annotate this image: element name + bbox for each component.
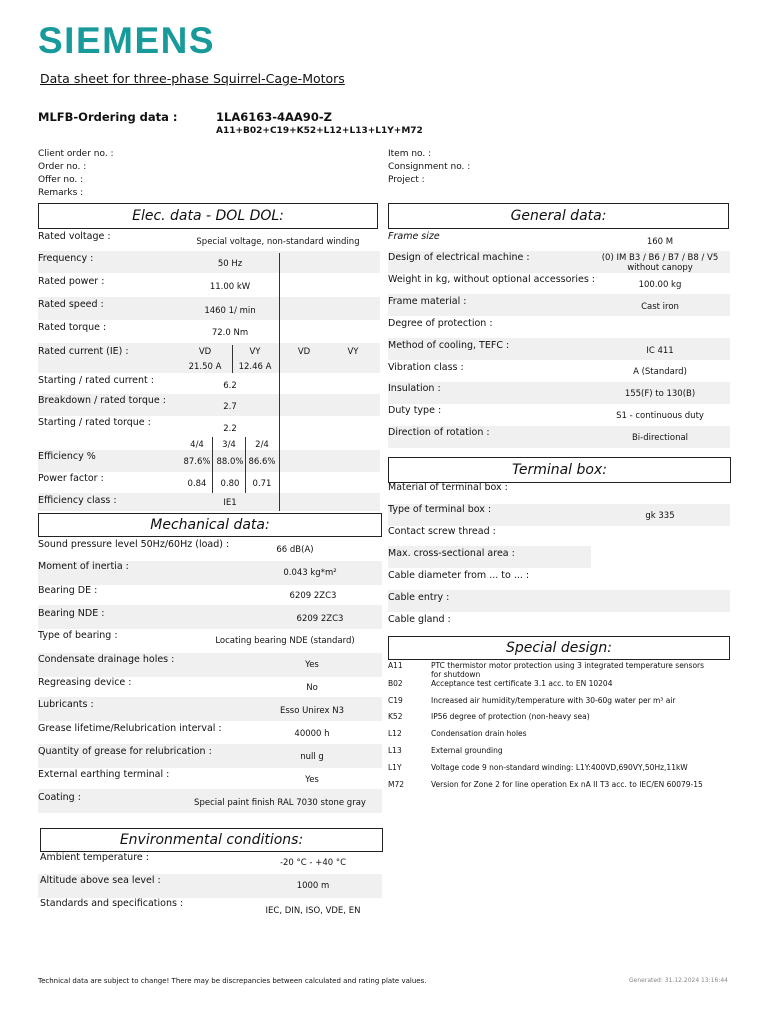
efficiency-2-4: 86.6% <box>248 457 276 467</box>
sound-pressure-label: Sound pressure level 50Hz/60Hz (load) : <box>38 539 230 550</box>
rated-current-label: Rated current (IE) : <box>38 346 129 357</box>
special-code: A11 <box>388 661 403 670</box>
weight-value: 100.00 kg <box>638 280 682 290</box>
order-no-label: Order no. : <box>38 162 87 172</box>
mechanical-data-heading: Mechanical data: <box>38 513 382 537</box>
terminal-type-label: Type of terminal box : <box>388 504 492 515</box>
earthing-value: Yes <box>305 775 319 785</box>
current-header-vd: VD <box>198 347 212 357</box>
cooling-label: Method of cooling, TEFC : <box>388 340 510 351</box>
rated-power-value: 11.00 kW <box>209 282 251 292</box>
cable-diameter-label: Cable diameter from ... to ... : <box>388 570 530 581</box>
vibration-value: A (Standard) <box>633 367 687 377</box>
special-text: Increased air humidity/temperature with 30-60g water per m³ air <box>431 696 676 705</box>
bearing-de-value: 6209 2ZC3 <box>289 591 337 601</box>
regreasing-value: No <box>306 683 318 693</box>
cooling-value: IC 411 <box>646 346 674 356</box>
power-factor-3-4: 0.80 <box>220 479 240 489</box>
current-header-vy-2: VY <box>347 347 359 357</box>
bearing-nde-value: 6209 2ZC3 <box>296 614 344 624</box>
column-divider <box>212 437 213 493</box>
grease-quantity-label: Quantity of grease for relubrication : <box>38 746 212 757</box>
load-header-3-4: 3/4 <box>222 440 236 450</box>
design-value: (0) IM B3 / B6 / B7 / B8 / V5 without canopy <box>601 253 719 273</box>
rated-voltage-label: Rated voltage : <box>38 231 111 242</box>
power-factor-label: Power factor : <box>38 473 104 484</box>
siemens-logo: SIEMENS <box>38 20 216 61</box>
special-text: External grounding <box>431 746 503 755</box>
column-divider <box>232 345 233 373</box>
footer-disclaimer: Technical data are subject to change! There may be discrepancies between calculated and rating plate values. <box>38 977 427 985</box>
grease-lifetime-label: Grease lifetime/Relubrication interval : <box>38 723 222 734</box>
earthing-label: External earthing terminal : <box>38 769 170 780</box>
efficiency-class-label: Efficiency class : <box>38 495 117 506</box>
current-value-vd: 21.50 A <box>188 362 222 372</box>
special-text: Acceptance test certificate 3.1 acc. to EN 10204 <box>431 679 613 688</box>
rated-torque-value: 72.0 Nm <box>211 328 249 338</box>
starting-torque-value: 2.2 <box>223 424 237 434</box>
terminal-type-value: gk 335 <box>645 511 675 521</box>
bearing-type-label: Type of bearing : <box>38 630 118 641</box>
cable-entry-label: Cable entry : <box>388 592 450 603</box>
grease-quantity-value: null g <box>300 752 324 762</box>
insulation-label: Insulation : <box>388 383 441 394</box>
general-data-heading: General data: <box>388 203 729 229</box>
regreasing-label: Regreasing device : <box>38 677 132 688</box>
special-text: IP56 degree of protection (non-heavy sea) <box>431 712 590 721</box>
rated-power-label: Rated power : <box>38 276 105 287</box>
current-value-vy: 12.46 A <box>238 362 272 372</box>
rotation-label: Direction of rotation : <box>388 427 490 438</box>
current-header-vy: VY <box>249 347 261 357</box>
current-header-vd-2: VD <box>297 347 311 357</box>
mlfb-label: MLFB-Ordering data : <box>38 110 178 124</box>
breakdown-torque-value: 2.7 <box>223 402 237 412</box>
rotation-value: Bi-directional <box>631 433 689 443</box>
special-text: Version for Zone 2 for line operation Ex nA II T3 acc. to IEC/EN 60079-15 <box>431 780 703 789</box>
offer-no-label: Offer no. : <box>38 175 84 185</box>
special-code: L13 <box>388 746 402 755</box>
special-code: M72 <box>388 780 405 789</box>
column-divider <box>279 253 280 511</box>
item-no-label: Item no. : <box>388 149 432 159</box>
bearing-nde-label: Bearing NDE : <box>38 608 105 619</box>
special-code: L1Y <box>388 763 402 772</box>
load-header-4-4: 4/4 <box>190 440 204 450</box>
bearing-type-value: Locating bearing NDE (standard) <box>215 636 355 646</box>
special-design-heading: Special design: <box>388 636 730 660</box>
altitude-label: Altitude above sea level : <box>40 875 161 886</box>
special-text: Voltage code 9 non-standard winding: L1Y:400VD,690VY,50Hz,11kW <box>431 763 688 772</box>
lubricants-value: Esso Unirex N3 <box>280 706 344 716</box>
duty-value: S1 - continuous duty <box>616 411 704 421</box>
terminal-material-label: Material of terminal box : <box>388 482 508 493</box>
elec-data-heading: Elec. data - DOL DOL: <box>38 203 378 229</box>
mlfb-value: 1LA6163-4AA90-Z <box>216 110 332 124</box>
document-title: Data sheet for three-phase Squirrel-Cage-Motors <box>40 71 345 86</box>
insulation-value: 155(F) to 130(B) <box>624 389 696 399</box>
terminal-box-heading: Terminal box: <box>388 457 731 483</box>
load-header-2-4: 2/4 <box>255 440 269 450</box>
power-factor-4-4: 0.84 <box>187 479 207 489</box>
frequency-value: 50 Hz <box>217 259 243 269</box>
frequency-label: Frequency : <box>38 253 94 264</box>
special-code: B02 <box>388 679 403 688</box>
starting-current-value: 6.2 <box>223 381 237 391</box>
inertia-label: Moment of inertia : <box>38 561 129 572</box>
frame-size-value: 160 M <box>646 237 674 247</box>
special-code: C19 <box>388 696 403 705</box>
starting-current-label: Starting / rated current : <box>38 375 154 386</box>
ambient-temperature-value: -20 °C - +40 °C <box>279 858 347 868</box>
special-code: L12 <box>388 729 402 738</box>
rated-voltage-value: Special voltage, non-standard winding <box>196 237 360 247</box>
consignment-no-label: Consignment no. : <box>388 162 471 172</box>
efficiency-4-4: 87.6% <box>183 457 211 467</box>
frame-material-label: Frame material : <box>388 296 467 307</box>
coating-value: Special paint finish RAL 7030 stone gray <box>194 798 366 808</box>
footer-generated: Generated: 31.12.2024 13:16:44 <box>629 977 728 984</box>
design-label: Design of electrical machine : <box>388 252 530 263</box>
frame-size-label: Frame size <box>388 231 440 242</box>
rated-torque-label: Rated torque : <box>38 322 107 333</box>
breakdown-torque-label: Breakdown / rated torque : <box>38 395 166 406</box>
protection-label: Degree of protection : <box>388 318 493 329</box>
frame-material-value: Cast iron <box>641 302 679 312</box>
grease-lifetime-value: 40000 h <box>294 729 330 739</box>
screw-thread-label: Contact screw thread : <box>388 526 496 537</box>
special-code: K52 <box>388 712 403 721</box>
efficiency-3-4: 88.0% <box>216 457 244 467</box>
coating-label: Coating : <box>38 792 81 803</box>
special-text: PTC thermistor motor protection using 3 integrated temperature sensors for shutdown <box>431 661 705 679</box>
ambient-temperature-label: Ambient temperature : <box>40 852 149 863</box>
sound-pressure-value: 66 dB(A) <box>276 545 314 555</box>
rated-speed-label: Rated speed : <box>38 299 104 310</box>
inertia-value: 0.043 kg*m² <box>283 568 337 578</box>
efficiency-label: Efficiency % <box>38 451 96 462</box>
lubricants-label: Lubricants : <box>38 699 94 710</box>
bearing-de-label: Bearing DE : <box>38 585 98 596</box>
standards-label: Standards and specifications : <box>40 898 184 909</box>
power-factor-2-4: 0.71 <box>252 479 272 489</box>
rated-speed-value: 1460 1/ min <box>204 306 256 316</box>
condensate-label: Condensate drainage holes : <box>38 654 175 665</box>
weight-label: Weight in kg, without optional accessories : <box>388 274 596 285</box>
duty-label: Duty type : <box>388 405 442 416</box>
mlfb-options: A11+B02+C19+K52+L12+L13+L1Y+M72 <box>216 126 423 136</box>
project-label: Project : <box>388 175 425 185</box>
column-divider <box>245 437 246 493</box>
efficiency-class-value: IE1 <box>223 498 237 508</box>
cross-section-label: Max. cross-sectional area : <box>388 548 515 559</box>
remarks-label: Remarks : <box>38 188 84 198</box>
cable-gland-label: Cable gland : <box>388 614 451 625</box>
altitude-value: 1000 m <box>296 881 330 891</box>
vibration-label: Vibration class : <box>388 362 464 373</box>
starting-torque-label: Starting / rated torque : <box>38 417 151 428</box>
condensate-value: Yes <box>305 660 319 670</box>
environment-heading: Environmental conditions: <box>40 828 383 852</box>
special-text: Condensation drain holes <box>431 729 527 738</box>
standards-value: IEC, DIN, ISO, VDE, EN <box>265 906 361 916</box>
client-order-label: Client order no. : <box>38 149 114 159</box>
